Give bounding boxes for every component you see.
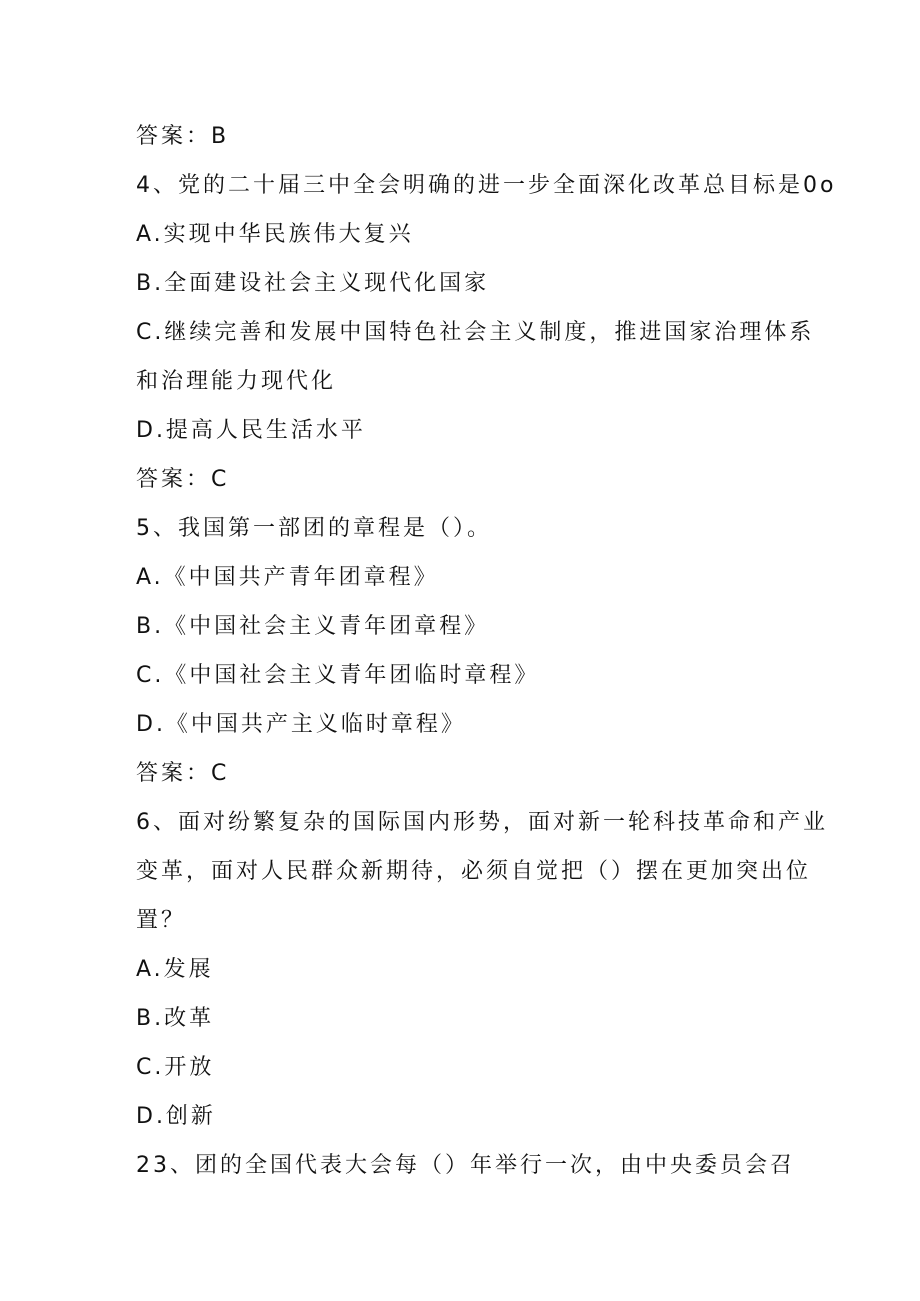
- question-6-text-end: 置？: [136, 908, 187, 933]
- option-c: C.继续完善和发展中国特色社会主义制度，推进国家治理体系: [136, 320, 815, 345]
- option-a: A.实现中华民族伟大复兴: [136, 222, 414, 247]
- option-d: D.创新: [136, 1104, 216, 1129]
- option-d: D.《中国共产主义临时章程》: [136, 712, 466, 737]
- question-6-text: 6、面对纷繁复杂的国际国内形势，面对新一轮科技革命和产业: [136, 810, 828, 835]
- question-4-text: 4、党的二十届三中全会明确的进一步全面深化改革总目标是0o: [136, 173, 837, 198]
- document-page: [136, 112, 837, 1190]
- option-b: B.全面建设社会主义现代化国家: [136, 271, 490, 296]
- option-d: D.提高人民生活水平: [136, 418, 366, 443]
- answer-line: 答案：C: [136, 467, 230, 492]
- option-b: B.改革: [136, 1006, 215, 1031]
- question-5-text: 5、我国第一部团的章程是（）。: [136, 516, 492, 541]
- question-6-text-continued: 变革，面对人民群众新期待，必须自觉把（）摆在更加突出位: [136, 859, 812, 884]
- option-c: C.开放: [136, 1055, 215, 1080]
- answer-line: 答案：B: [136, 124, 230, 149]
- option-a: A.发展: [136, 957, 214, 982]
- option-b: B.《中国社会主义青年团章程》: [136, 614, 490, 639]
- option-a: A.《中国共产青年团章程》: [136, 565, 439, 590]
- answer-line: 答案：C: [136, 761, 230, 786]
- question-23-text: 23、团的全国代表大会每（）年举行一次，由中央委员会召: [136, 1153, 795, 1178]
- option-c-continued: 和治理能力现代化: [136, 369, 337, 394]
- option-c: C.《中国社会主义青年团临时章程》: [136, 663, 540, 688]
